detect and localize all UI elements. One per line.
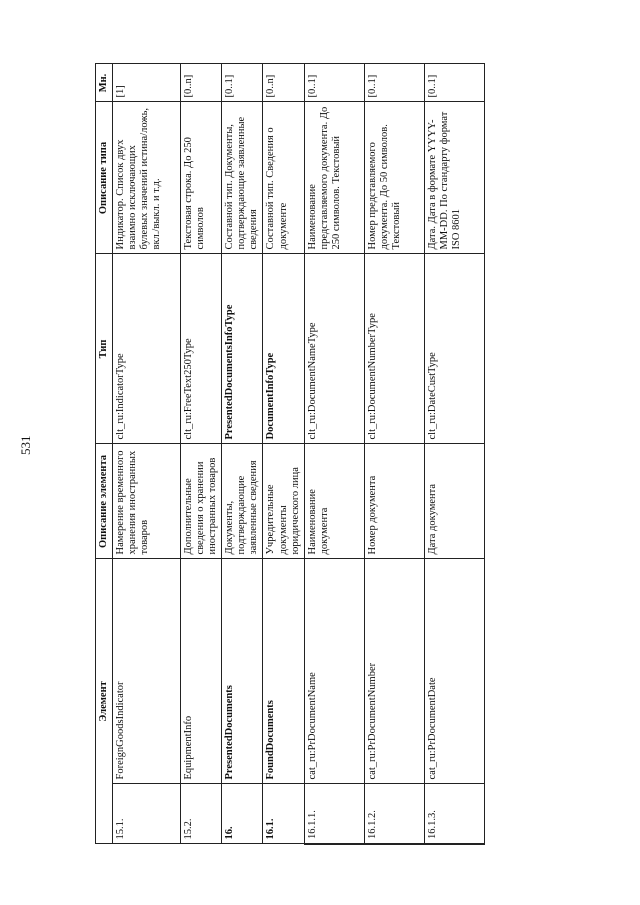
row-element-description: Дата документа	[424, 444, 484, 559]
row-element: cat_ru:PrDocumentName	[304, 559, 364, 784]
row-number: 16.1.3.	[424, 784, 484, 844]
row-element-description: Намерение временного хранения иностранных товаров	[113, 444, 181, 559]
row-multiplicity: [0..1]	[364, 64, 424, 102]
table-row	[424, 64, 484, 844]
table-row	[222, 64, 263, 844]
row-multiplicity: [0..1]	[424, 64, 484, 102]
table-row	[113, 64, 181, 844]
row-element: ForeignGoodsIndicator	[113, 559, 181, 784]
row-type: clt_ru:DateCustType	[424, 254, 484, 444]
header-element-description: Описание элемента	[96, 444, 113, 559]
row-type: clt_ru:DocumentNameType	[304, 254, 364, 444]
row-element: cat_ru:PrDocumentNumber	[364, 559, 424, 784]
table-row	[304, 64, 364, 844]
row-type: clt_ru:DocumentNumberType	[364, 254, 424, 444]
row-element-description: Дополнительные сведения о хранении иностранных товаров	[181, 444, 222, 559]
row-number: 16.1.2.	[364, 784, 424, 844]
row-multiplicity: [1]	[113, 64, 181, 102]
row-multiplicity: [0..1]	[222, 64, 263, 102]
row-type-description: Индикатор. Список двух взаимно исключающих булевых значений истина/ложь, вкл./выкл. и т.д.	[113, 102, 181, 254]
table-row	[263, 64, 304, 844]
row-type: clt_ru:FreeText250Type	[181, 254, 222, 444]
row-type-description: Дата. Дата в формате YYYY-MM-DD. По стандарту формат ISO 8601	[424, 102, 484, 254]
row-number: 15.1.	[113, 784, 181, 844]
page-number: 531	[18, 435, 33, 455]
row-type-description: Наименование представляемого документа. До 250 символов. Текстовый	[304, 102, 364, 254]
row-element-description: Номер документа	[364, 444, 424, 559]
row-type-description: Номер представляемого документа. До 50 символов. Текстовый	[364, 102, 424, 254]
schema-table	[95, 64, 485, 846]
row-element: PresentedDocuments	[222, 559, 263, 784]
row-element-description: Учредительные документы юридического лица	[263, 444, 304, 559]
row-multiplicity: [0..n]	[181, 64, 222, 102]
row-element: EquipmentInfo	[181, 559, 222, 784]
table-row	[364, 64, 424, 844]
row-type: PresentedDocumentsInfoType	[222, 254, 263, 444]
header-multiplicity: Мн.	[96, 64, 113, 102]
header-type-description: Описание типа	[96, 102, 113, 254]
row-element-description: Документы, подтверждающие заявленные сведения	[222, 444, 263, 559]
row-element: FoundDocuments	[263, 559, 304, 784]
row-number: 16.1.	[263, 784, 304, 844]
header-element: Элемент	[96, 559, 113, 844]
row-type-description: Составной тип. Сведения о документе	[263, 102, 304, 254]
row-type-description: Составной тип. Документы, подтверждающие заявленные сведения	[222, 102, 263, 254]
row-multiplicity: [0..n]	[263, 64, 304, 102]
row-multiplicity: [0..1]	[304, 64, 364, 102]
table-header-row	[96, 64, 113, 844]
table-row	[181, 64, 222, 844]
row-element-description: Наименование документа	[304, 444, 364, 559]
row-number: 16.	[222, 784, 263, 844]
row-number: 15.2.	[181, 784, 222, 844]
row-number: 16.1.1.	[304, 784, 364, 844]
row-type-description: Текстовая строка. До 250 символов	[181, 102, 222, 254]
row-element: cat_ru:PrDocumentDate	[424, 559, 484, 784]
rotated-table-container	[95, 65, 555, 845]
row-type: clt_ru:IndicatorType	[113, 254, 181, 444]
header-type: Тип	[96, 254, 113, 444]
row-type: DocumentInfoType	[263, 254, 304, 444]
